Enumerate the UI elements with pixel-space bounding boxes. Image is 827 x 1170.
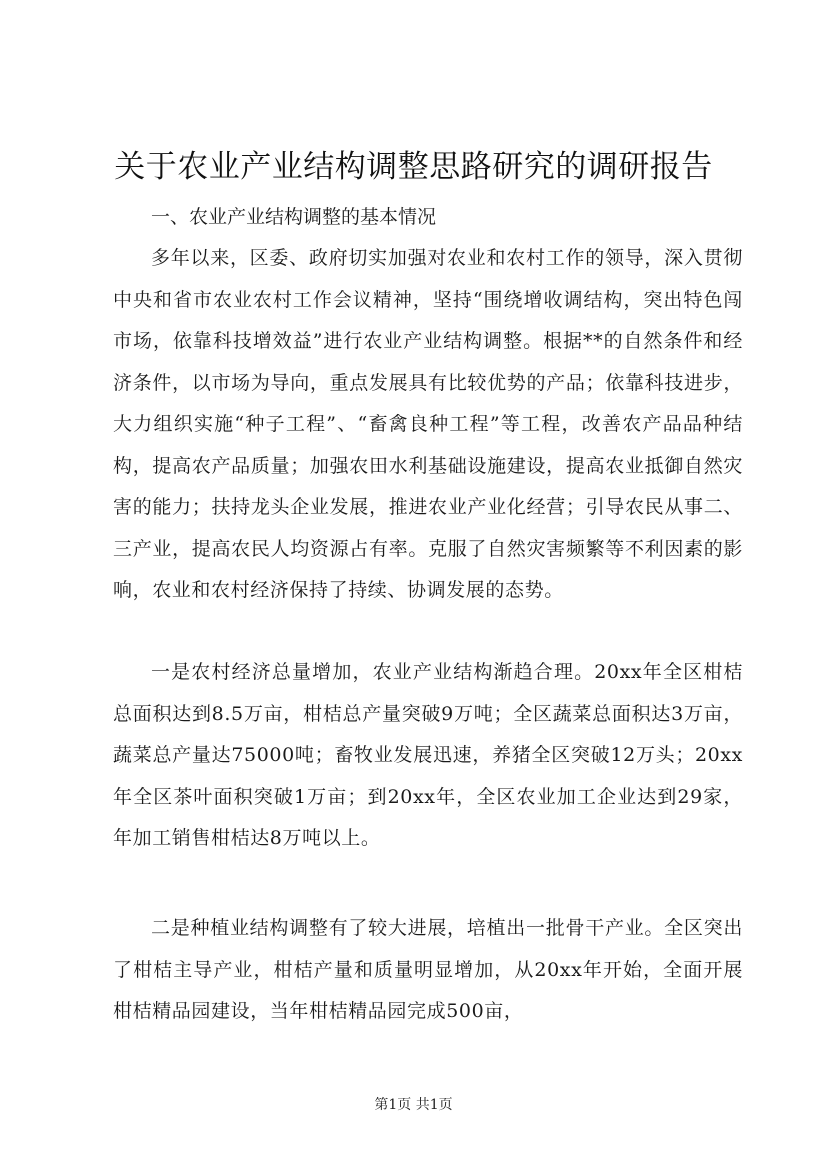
paragraph-overview: 多年以来，区委、政府切实加强对农业和农村工作的领导，深入贯彻中央和省市农业农村工作会议精神，坚持“围绕增收调结构，突出特色闯市场，依靠科技增效益”进行农业产业结构调整。根据**的自然条件和经济条件，以市场为导向，重点发展具有比较优势的产品；依靠科技进步，大力组织实施“种子工程”、“畜禽良种工程”等工程，改善农产品品种结构，提高农产品质量；加强农田水利基础设施建设，提高农业抵御自然灾害的能力；扶持龙头企业发展，推进农业产业化经营；引导农民从事二、三产业，提高农民人均资源占有率。克服了自然灾害频繁等不利因素的影响，农业和农村经济保持了持续、协调发展的态势。 bbox=[113, 247, 743, 601]
section-heading: 一、农业产业结构调整的基本情况 bbox=[151, 206, 437, 228]
page-title: 关于农业产业结构调整思路研究的调研报告 bbox=[114, 149, 713, 185]
paragraph-planting-structure: 二是种植业结构调整有了较大进展，培植出一批骨干产业。全区突出了柑桔主导产业，柑桔产量和质量明显增加，从20xx年开始，全面开展柑桔精品园建设，当年柑桔精品园完成500亩， bbox=[113, 917, 743, 1022]
page-number-footer: 第1页 共1页 bbox=[374, 1097, 453, 1113]
paragraph-economy-growth: 一是农村经济总量增加，农业产业结构渐趋合理。20xx年全区柑桔总面积达到8.5万亩，柑桔总产量突破9万吨；全区蔬菜总面积达3万亩，蔬菜总产量达75000吨；畜牧业发展迅速，养猪全区突破12万头；20xx年全区茶叶面积突破1万亩；到20xx年，全区农业加工企业达到29家，年加工销售柑桔达8万吨以上。 bbox=[113, 661, 743, 849]
